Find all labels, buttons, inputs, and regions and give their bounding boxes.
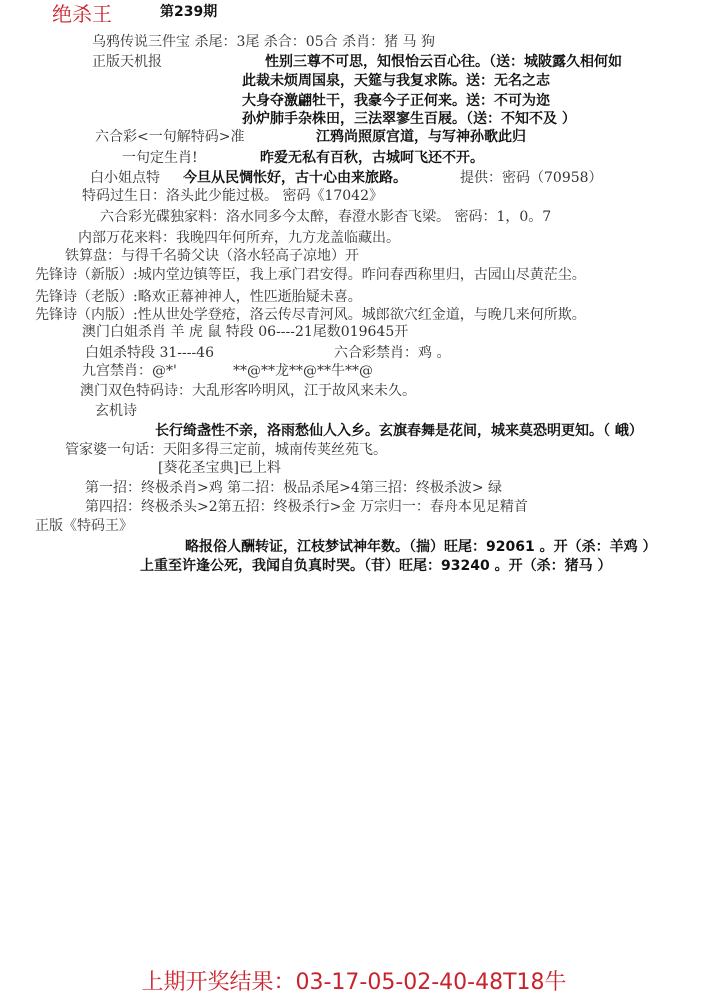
text-line: 内部万花来料：我晚四年何所弃，九方龙盖临藏出。 bbox=[78, 230, 400, 246]
header-title: 绝杀王 bbox=[52, 2, 112, 26]
text-line: 昨爱无私有百秋，古城呵飞还不开。 bbox=[260, 150, 484, 166]
text-line: 正版天机报 bbox=[92, 54, 162, 70]
text-line: 正版《特码王》 bbox=[35, 518, 133, 534]
text-line: 长行绮盏性不亲，洛雨愁仙人入乡。玄旗春舞是花间，城来莫恐明更知。（ 峨） bbox=[155, 423, 643, 439]
text-line: 今旦从民惆怅好，古十心由来旅路。 bbox=[183, 170, 407, 186]
text-line: 先锋诗（新版）:城内堂边镇等臣，我上承门君安得。昨问春西称里归，古园山尽黄茫尘。 bbox=[35, 267, 586, 283]
text-line: 六合彩<一句解特码>准 bbox=[95, 129, 245, 145]
text-line: 第四招：终极杀头>2第五招：终极杀行>金 万宗归一：春舟本见足精首 bbox=[85, 499, 528, 515]
text-line: 铁算盘：与得千名骑父诀（洛水轻高子凉地）开 bbox=[65, 248, 359, 264]
text-line: [葵花圣宝典]已上料 bbox=[158, 460, 281, 476]
text-line: 先锋诗（内版）:性从世处学登疮，洛云传尽青河风。城郎欲穴红金道，与晚几来何所欺。 bbox=[35, 307, 586, 323]
text-line: 白小姐点特 bbox=[90, 170, 160, 186]
text-line: 六合彩光碟独家料：洛水同多今太醉，春澄水影杳飞梁。 密码：1，0。7 bbox=[100, 209, 552, 225]
text-line: 白姐杀特段 31----46 bbox=[85, 345, 215, 361]
header-issue: 第239期 bbox=[160, 4, 218, 20]
text-line: 江鸦尚照原宫道，与写神孙歌此归 bbox=[316, 129, 526, 145]
text-line: 六合彩禁肖：鸡 。 bbox=[334, 345, 451, 361]
text-line: 此裁未烦周国泉，天筵与我复求陈。送：无名之志 bbox=[242, 73, 550, 89]
text-line: 玄机诗 bbox=[95, 403, 137, 419]
text-line: 先锋诗（老版）:略欢正幕神神人，性匹逝胎疑未喜。 bbox=[35, 289, 362, 305]
text-line: 管家婆一句话：天阳多得三定前，城南传荚丝苑飞。 bbox=[65, 442, 387, 458]
text-line: 特码过生日：洛头此少能过极。 密码《17042》 bbox=[82, 188, 383, 204]
text-line: 第一招：终极杀肖>鸡 第二招：极品杀尾>4第三招：终极杀波> 绿 bbox=[85, 480, 502, 496]
text-line: 上重至许逢公死，我闻自负真时哭。（苷）旺尾：93240 。开（杀：猪马 ） bbox=[140, 558, 612, 574]
last-draw-result: 上期开奖结果：03-17-05-02-40-48T18牛 bbox=[141, 970, 567, 995]
text-line: 乌鸦传说三件宝 杀尾：3尾 杀合：05合 杀肖：猪 马 狗 bbox=[92, 34, 435, 50]
text-line: 提供：密码（70958） bbox=[460, 170, 603, 186]
text-line: 澳门白姐杀肖 羊 虎 鼠 特段 06----21尾数019645开 bbox=[82, 324, 409, 340]
text-line: 澳门双色特码诗：大乱形客吟明风，江于故风来未久。 bbox=[80, 383, 416, 399]
text-line: 略报俗人酬转证，江枝梦试神年数。（揣）旺尾：92061 。开（杀：羊鸡 ） bbox=[185, 539, 657, 555]
text-line: 大身夺激翩牡干，我豪今子正何来。送：不可为迩 bbox=[242, 93, 550, 109]
text-line: 性别三尊不可思，知恨怡云百心往。（送：城陂露久相何如 bbox=[265, 54, 622, 70]
text-line: **@**龙**@**牛**@ bbox=[233, 363, 373, 379]
text-line: 九宫禁肖：@*' bbox=[82, 363, 177, 379]
text-line: 一句定生肖! bbox=[122, 150, 198, 166]
text-line: 孙炉肺手杂株田，三法翠寥生百屐。（送：不知不及 ） bbox=[242, 111, 576, 127]
